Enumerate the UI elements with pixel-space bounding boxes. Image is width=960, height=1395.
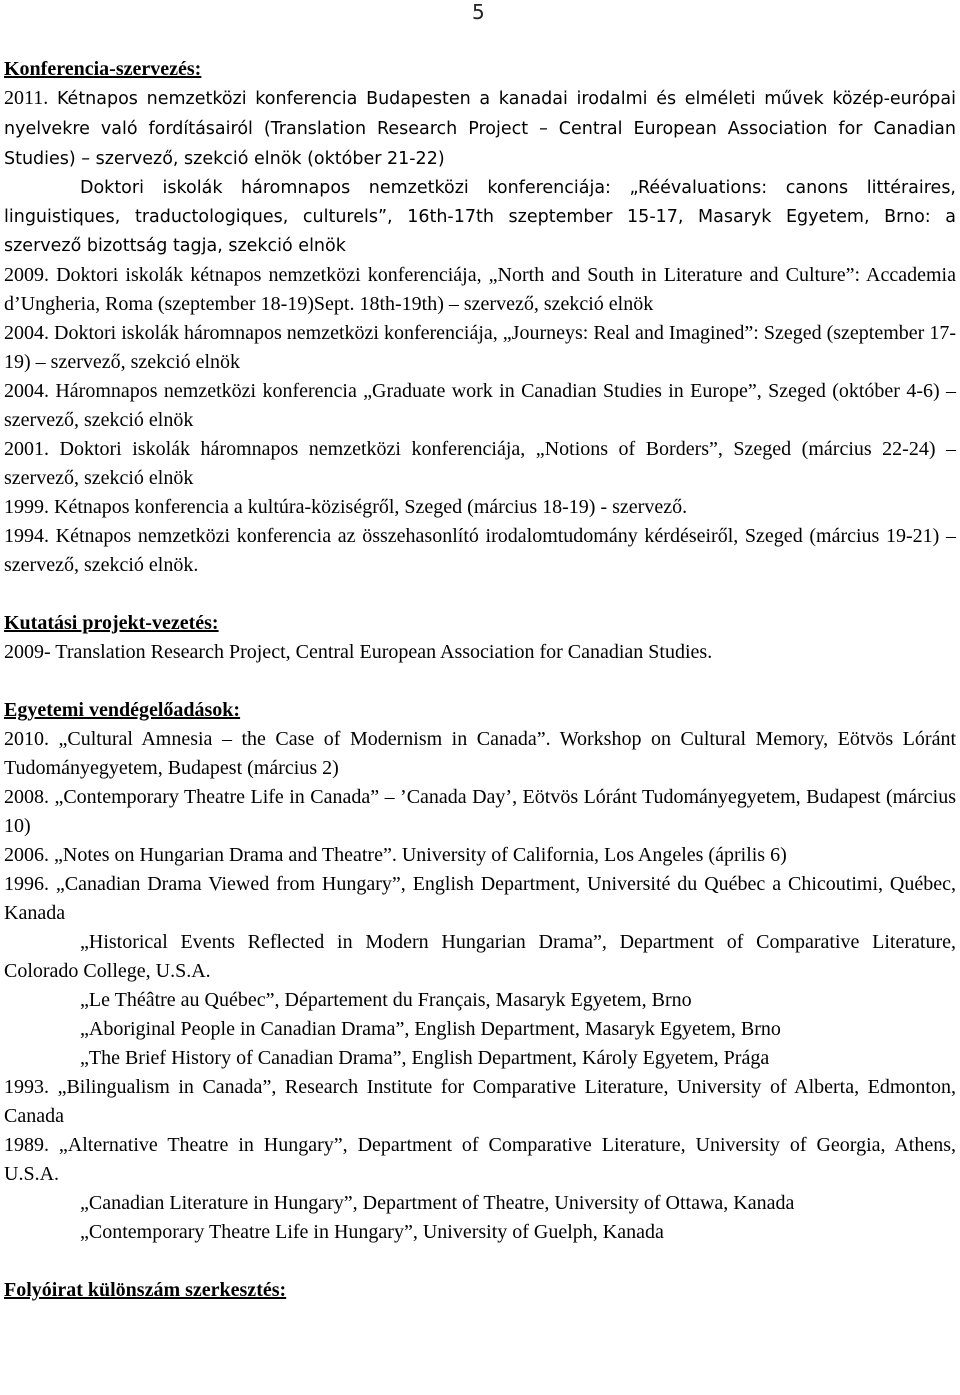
entry-year: 1993.	[4, 1076, 49, 1098]
entry-year: 2008.	[4, 786, 49, 808]
entry-year: 1999.	[4, 496, 49, 518]
page-number: 5	[472, 0, 485, 24]
entry-year: 2009.	[4, 264, 49, 286]
entry-text: Kétnapos nemzetközi konferencia az összehasonlító irodalomtudomány kérdéseiről, Szeged (március 19-21) – szervező, szekció elnök.	[4, 525, 956, 576]
entry-year: 1989.	[4, 1134, 49, 1156]
entry-text: Doktori iskolák háromnapos nemzetközi konferenciája, „Journeys: Real and Imagined”: Szeged (szeptember 17-19) – szervező, szekció elnök	[4, 322, 956, 373]
lecture-1989	[4, 1131, 956, 1189]
entry-1999	[4, 493, 956, 522]
entry-year: 1996.	[4, 873, 49, 895]
entry-text: Doktori iskolák kétnapos nemzetközi konferenciája, „North and South in Literature and Culture”: Accademia d’Ungheria, Roma (szeptember 18-19)Sept. 18th-19th) – szervező, szekció elnök	[4, 264, 956, 315]
entry-text: Háromnapos nemzetközi konferencia „Graduate work in Canadian Studies in Europe”, Szeged (október 4-6) – szervező, szekció elnök	[4, 380, 956, 431]
entry-text: „Canadian Drama Viewed from Hungary”, English Department, Université du Québec a Chicoutimi, Québec, Kanada	[4, 873, 956, 924]
lecture-1996	[4, 870, 956, 928]
entry-text: „Notes on Hungarian Drama and Theatre”. University of California, Los Angeles (április 6)	[49, 844, 787, 866]
entry-year: 2011.	[4, 87, 49, 109]
lecture-2008	[4, 783, 956, 841]
entry-text: Kétnapos nemzetközi konferencia Budapesten a kanadai irodalmi és elméleti művek közép-európai nyelvekre való fordításairól (Translation Research Project – Central European Association for Canadian Studies) – szervező, szekció elnök (október 21-22)	[4, 89, 956, 169]
lecture-guelph: „Contemporary Theatre Life in Hungary”, University of Guelph, Kanada	[80, 1221, 664, 1243]
entry-year: 2010.	[4, 728, 49, 750]
section-heading-kutatasi: Kutatási projekt-vezetés:	[4, 612, 219, 634]
entry-text: „Cultural Amnesia – the Case of Modernism in Canada”. Workshop on Cultural Memory, Eötvös Lóránt Tudományegyetem, Budapest (március 2)	[4, 728, 956, 779]
lecture-2010	[4, 725, 956, 783]
entry-brno	[4, 174, 956, 261]
entry-text: Doktori iskolák háromnapos nemzetközi konferenciája, „Notions of Borders”, Szeged (március 22-24) – szervező, szekció elnök	[4, 438, 956, 489]
document-body	[4, 55, 956, 1305]
entry-year: 2006.	[4, 844, 49, 866]
entry-2011	[4, 84, 956, 174]
entry-year: 1994.	[4, 525, 49, 547]
entry-text: Kétnapos konferencia a kultúra-köziségről, Szeged (március 18-19) - szervező.	[49, 496, 688, 518]
entry-2009	[4, 261, 956, 319]
lecture-colorado: „Historical Events Reflected in Modern Hungarian Drama”, Department of Comparative Literature, Colorado College, U.S.A.	[4, 931, 956, 982]
section-heading-folyoirat: Folyóirat különszám szerkesztés:	[4, 1279, 287, 1301]
lecture-2006	[4, 841, 956, 870]
section-heading-vendegeloadasok: Egyetemi vendégelőadások:	[4, 699, 241, 721]
lecture-1993	[4, 1073, 956, 1131]
entry-1994	[4, 522, 956, 580]
entry-text: „Bilingualism in Canada”, Research Institute for Comparative Literature, University of Alberta, Edmonton, Canada	[4, 1076, 956, 1127]
entry-text: „Alternative Theatre in Hungary”, Department of Comparative Literature, University of Georgia, Athens, U.S.A.	[4, 1134, 956, 1185]
lecture-brief-history: „The Brief History of Canadian Drama”, English Department, Károly Egyetem, Prága	[80, 1047, 770, 1069]
entry-2004-b	[4, 377, 956, 435]
lecture-ottawa: „Canadian Literature in Hungary”, Department of Theatre, University of Ottawa, Kanada	[80, 1192, 795, 1214]
lecture-aboriginal: „Aboriginal People in Canadian Drama”, English Department, Masaryk Egyetem, Brno	[80, 1018, 781, 1040]
entry-year: 2004.	[4, 380, 49, 402]
entry-text: „Contemporary Theatre Life in Canada” – ’Canada Day’, Eötvös Lóránt Tudományegyetem, Budapest (március 10)	[4, 786, 956, 837]
entry-2004-a	[4, 319, 956, 377]
lecture-quebec-theatre: „Le Théâtre au Québec”, Département du Français, Masaryk Egyetem, Brno	[80, 989, 692, 1011]
entry-kutatasi: 2009- Translation Research Project, Central European Association for Canadian Studies.	[4, 641, 713, 663]
entry-2001	[4, 435, 956, 493]
entry-year: 2004.	[4, 322, 49, 344]
entry-text: Doktori iskolák háromnapos nemzetközi konferenciája: „Réévaluations: canons littéraires, linguistiques, traductologiques, culturels”, 16th-17th szeptember 15-17, Masaryk Egyetem, Brno: a szervező bizottság tagja, szekció elnök	[4, 178, 956, 256]
entry-year: 2001.	[4, 438, 49, 460]
section-heading-konferencia: Konferencia-szervezés:	[4, 58, 202, 80]
